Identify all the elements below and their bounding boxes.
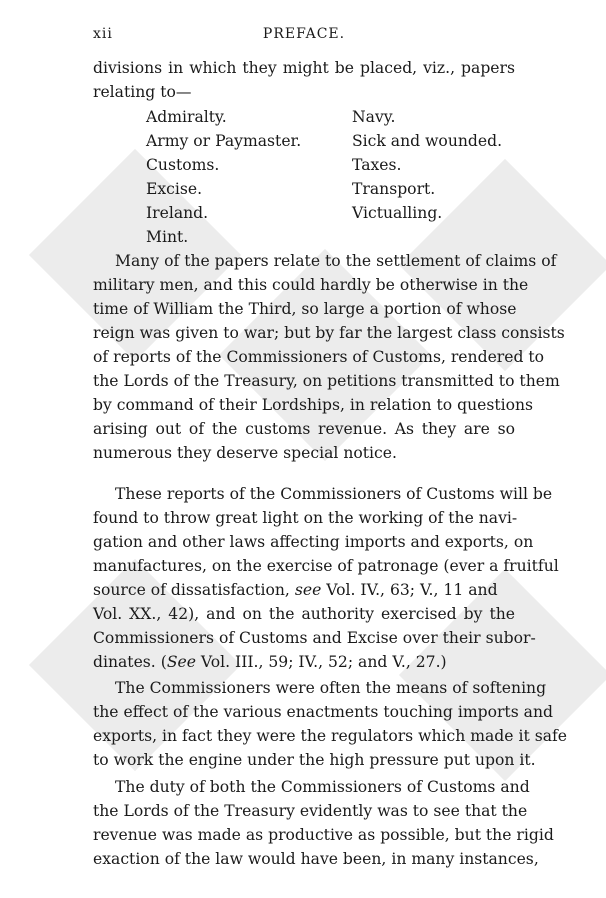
list-item: Navy. — [352, 108, 396, 126]
text-line — [93, 650, 515, 674]
italic-see: see — [294, 581, 322, 599]
text-run: Vol. III., 59; IV., 52; and V., 27.) — [195, 653, 447, 671]
text-line: by command of their Lordships, in relation to questions — [93, 396, 534, 414]
list-item: Admiralty. — [146, 108, 227, 126]
text-line: Vol. XX., 42), and on the authority exercised by the — [93, 605, 515, 623]
text-line: These reports of the Commissioners of Customs will be — [115, 485, 553, 503]
text-line: the Lords of the Treasury, on petitions transmitted to them — [93, 372, 560, 390]
text-line: relating to— — [93, 83, 192, 101]
running-head — [93, 26, 515, 46]
text-line: the Lords of the Treasury evidently was to see that the — [93, 802, 528, 820]
text-run: dinates. ( — [93, 653, 167, 671]
text-line: manufactures, on the exercise of patronage (ever a fruitful — [93, 557, 559, 575]
text-line: gation and other laws affecting imports and exports, on — [93, 533, 534, 551]
text-line: Commissioners of Customs and Excise over their subor- — [93, 629, 536, 647]
list-item: Customs. — [146, 156, 220, 174]
text-line: arising out of the customs revenue. As they are so — [93, 420, 515, 438]
list-item: Sick and wounded. — [352, 132, 503, 150]
text-line: found to throw great light on the working of the navi- — [93, 509, 518, 527]
text-line: of reports of the Commissioners of Customs, rendered to — [93, 348, 545, 366]
text-line: time of William the Third, so large a portion of whose — [93, 300, 517, 318]
list-item: Ireland. — [146, 204, 209, 222]
text-line: Many of the papers relate to the settlement of claims of — [115, 252, 557, 270]
list-item: Taxes. — [352, 156, 402, 174]
text-line: reign was given to war; but by far the largest class consists — [93, 324, 565, 342]
text-line: The duty of both the Commissioners of Customs and — [115, 778, 530, 796]
text-line: the effect of the various enactments touching imports and — [93, 703, 553, 721]
italic-see: See — [166, 653, 196, 671]
text-line: exaction of the law would have been, in many instances, — [93, 850, 539, 868]
list-item: Mint. — [146, 228, 189, 246]
text-line: numerous they deserve special notice. — [93, 444, 397, 462]
text-run: Vol. IV., 63; V., 11 and — [321, 581, 498, 599]
text-line: divisions in which they might be placed, viz., papers — [93, 59, 515, 77]
list-item: Excise. — [146, 180, 203, 198]
text-line: military men, and this could hardly be otherwise in the — [93, 276, 529, 294]
text-line: to work the engine under the high pressure put upon it. — [93, 751, 536, 769]
list-item: Transport. — [352, 180, 436, 198]
running-title: PREFACE. — [262, 26, 346, 42]
text-line: The Commissioners were often the means of softening — [115, 679, 547, 697]
text-line — [93, 578, 515, 602]
text-line: revenue was made as productive as possible, but the rigid — [93, 826, 554, 844]
list-item: Army or Paymaster. — [146, 132, 302, 150]
list-item: Victualling. — [352, 204, 443, 222]
text-run: source of dissatisfaction, — [93, 581, 295, 599]
page-number: xii — [93, 26, 113, 42]
text-line: exports, in fact they were the regulators which made it safe — [93, 727, 567, 745]
